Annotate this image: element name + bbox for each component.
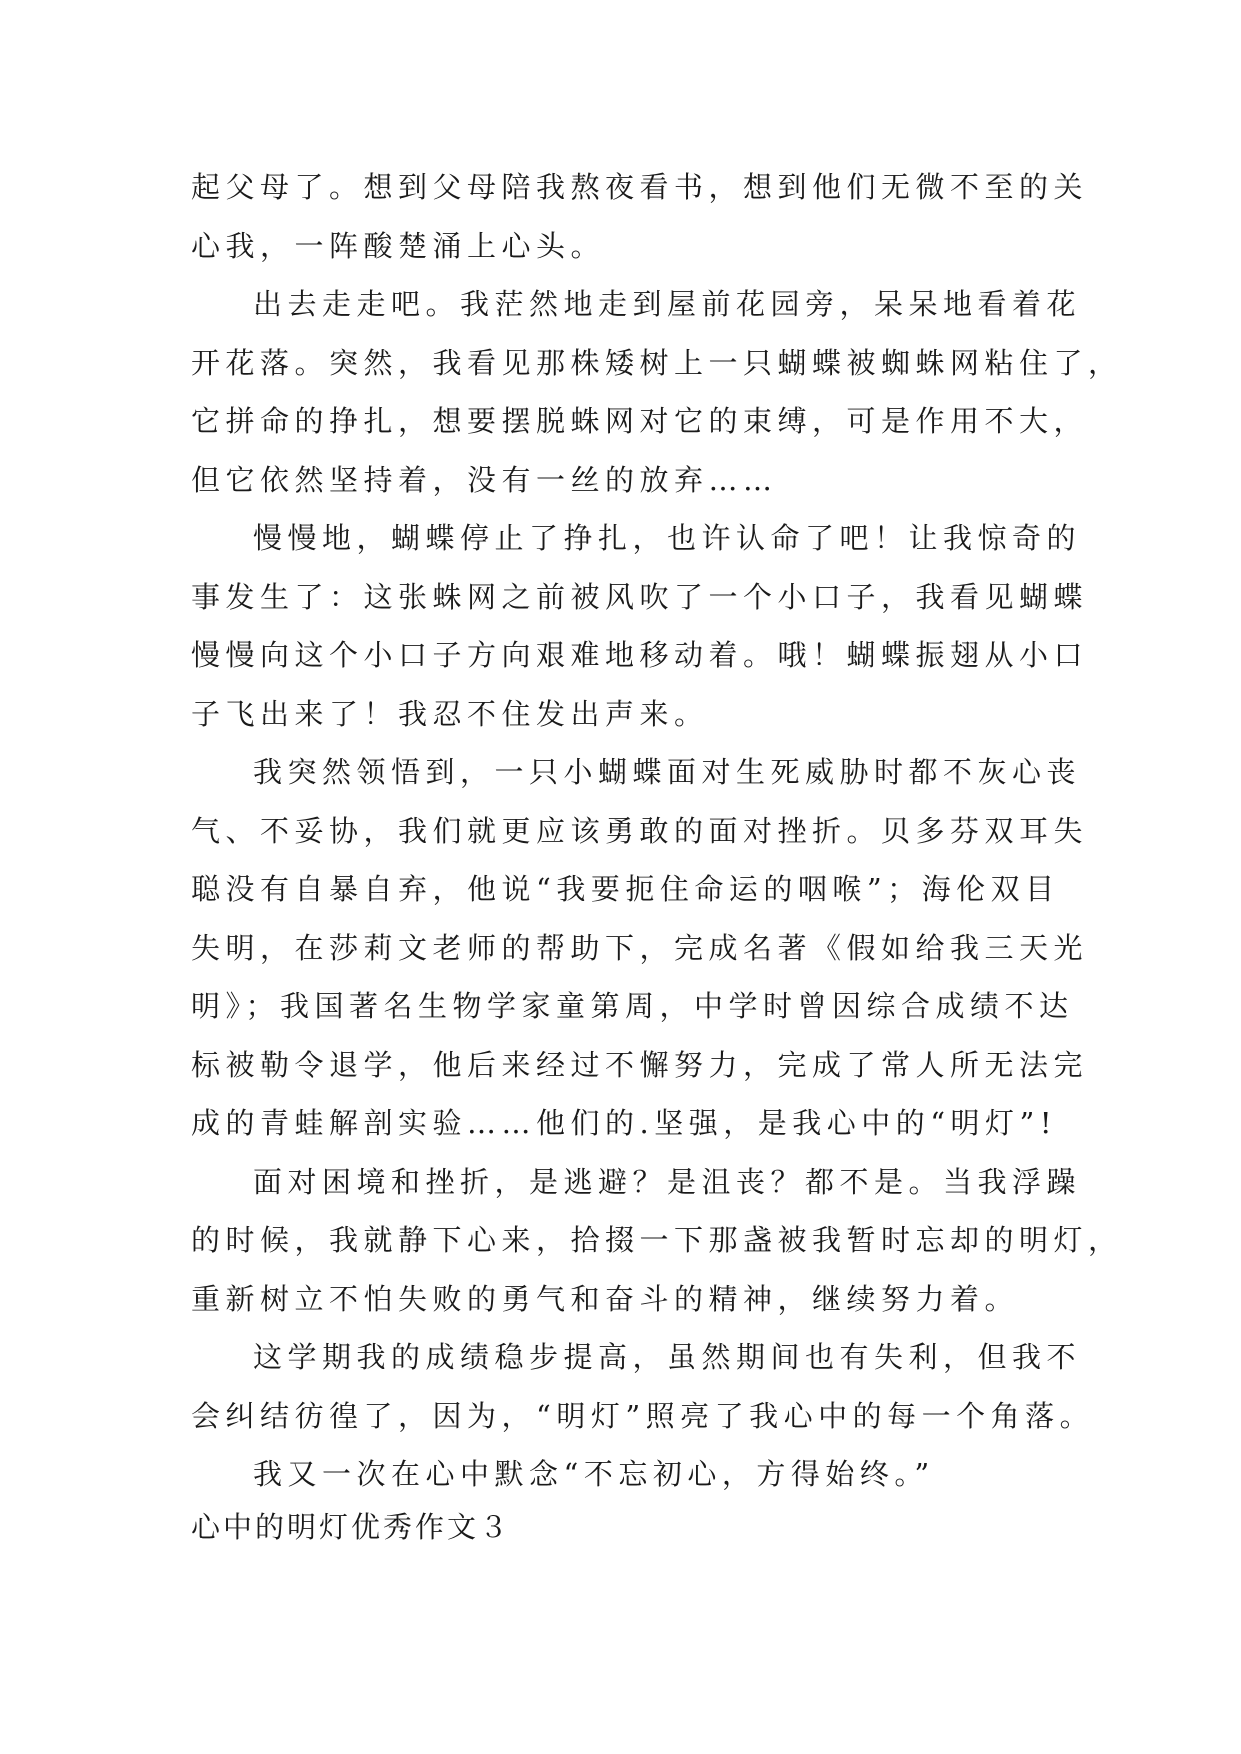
- text-line-11: 我突然领悟到，一只小蝴蝶面对生死威胁时都不灰心丧: [253, 755, 1082, 789]
- text-line-6: 但它依然坚持着，没有一丝的放弃……: [191, 462, 778, 497]
- text-line-2: 心我，一阵酸楚涌上心头。: [191, 228, 606, 263]
- text-line-14: 失明，在莎莉文老师的帮助下，完成名著《假如给我三天光: [191, 930, 1089, 965]
- text-line-15: 明》；我国著名生物学家童第周，中学时曾因综合成绩不达: [191, 989, 1074, 1023]
- text-line-10: 子飞出来了！我忍不住发出声来。: [191, 696, 709, 731]
- text-line-19: 的时候，我就静下心来，拾掇一下那盏被我暂时忘却的明灯，: [191, 1223, 1123, 1257]
- text-line-13: 聪没有自暴自弃，他说“我要扼住命运的咽喉”；海伦双目: [191, 872, 1060, 906]
- text-line-4: 开花落。突然，我看见那株矮树上一只蝴蝶被蜘蛛网粘住了，: [191, 345, 1123, 380]
- text-line-17: 成的青蛙解剖实验……他们的.坚强，是我心中的“明灯”!: [191, 1106, 1058, 1140]
- text-line-1: 起父母了。想到父母陪我熬夜看书，想到他们无微不至的关: [191, 170, 1089, 204]
- essay-body: [191, 158, 1123, 1556]
- text-line-3: 出去走走吧。我茫然地走到屋前花园旁，呆呆地看着花: [253, 287, 1082, 321]
- text-line-5: 它拼命的挣扎，想要摆脱蛛网对它的束缚，可是作用不大，: [191, 404, 1089, 438]
- text-line-23: 我又一次在心中默念“不忘初心，方得始终。”: [253, 1457, 935, 1491]
- text-line-20: 重新树立不怕失败的勇气和奋斗的精神，继续努力着。: [191, 1281, 1020, 1316]
- text-line-22: 会纠结彷徨了，因为，“明灯”照亮了我心中的每一个角落。: [191, 1398, 1095, 1433]
- text-line-8: 事发生了：这张蛛网之前被风吹了一个小口子，我看见蝴蝶: [191, 579, 1089, 614]
- text-line-16: 标被勒令退学，他后来经过不懈努力，完成了常人所无法完: [191, 1047, 1089, 1082]
- text-line-18: 面对困境和挫折，是逃避？是沮丧？都不是。当我浮躁: [253, 1164, 1082, 1199]
- text-line-12: 气、不妥协，我们就更应该勇敢的面对挫折。贝多芬双耳失: [191, 813, 1089, 848]
- section-heading: 心中的明灯优秀作文３: [191, 1509, 512, 1544]
- text-line-7: 慢慢地，蝴蝶停止了挣扎，也许认命了吧！让我惊奇的: [253, 521, 1082, 555]
- text-line-21: 这学期我的成绩稳步提高，虽然期间也有失利，但我不: [253, 1340, 1082, 1374]
- text-line-9: 慢慢向这个小口子方向艰难地移动着。哦！蝴蝶振翅从小口: [191, 638, 1089, 672]
